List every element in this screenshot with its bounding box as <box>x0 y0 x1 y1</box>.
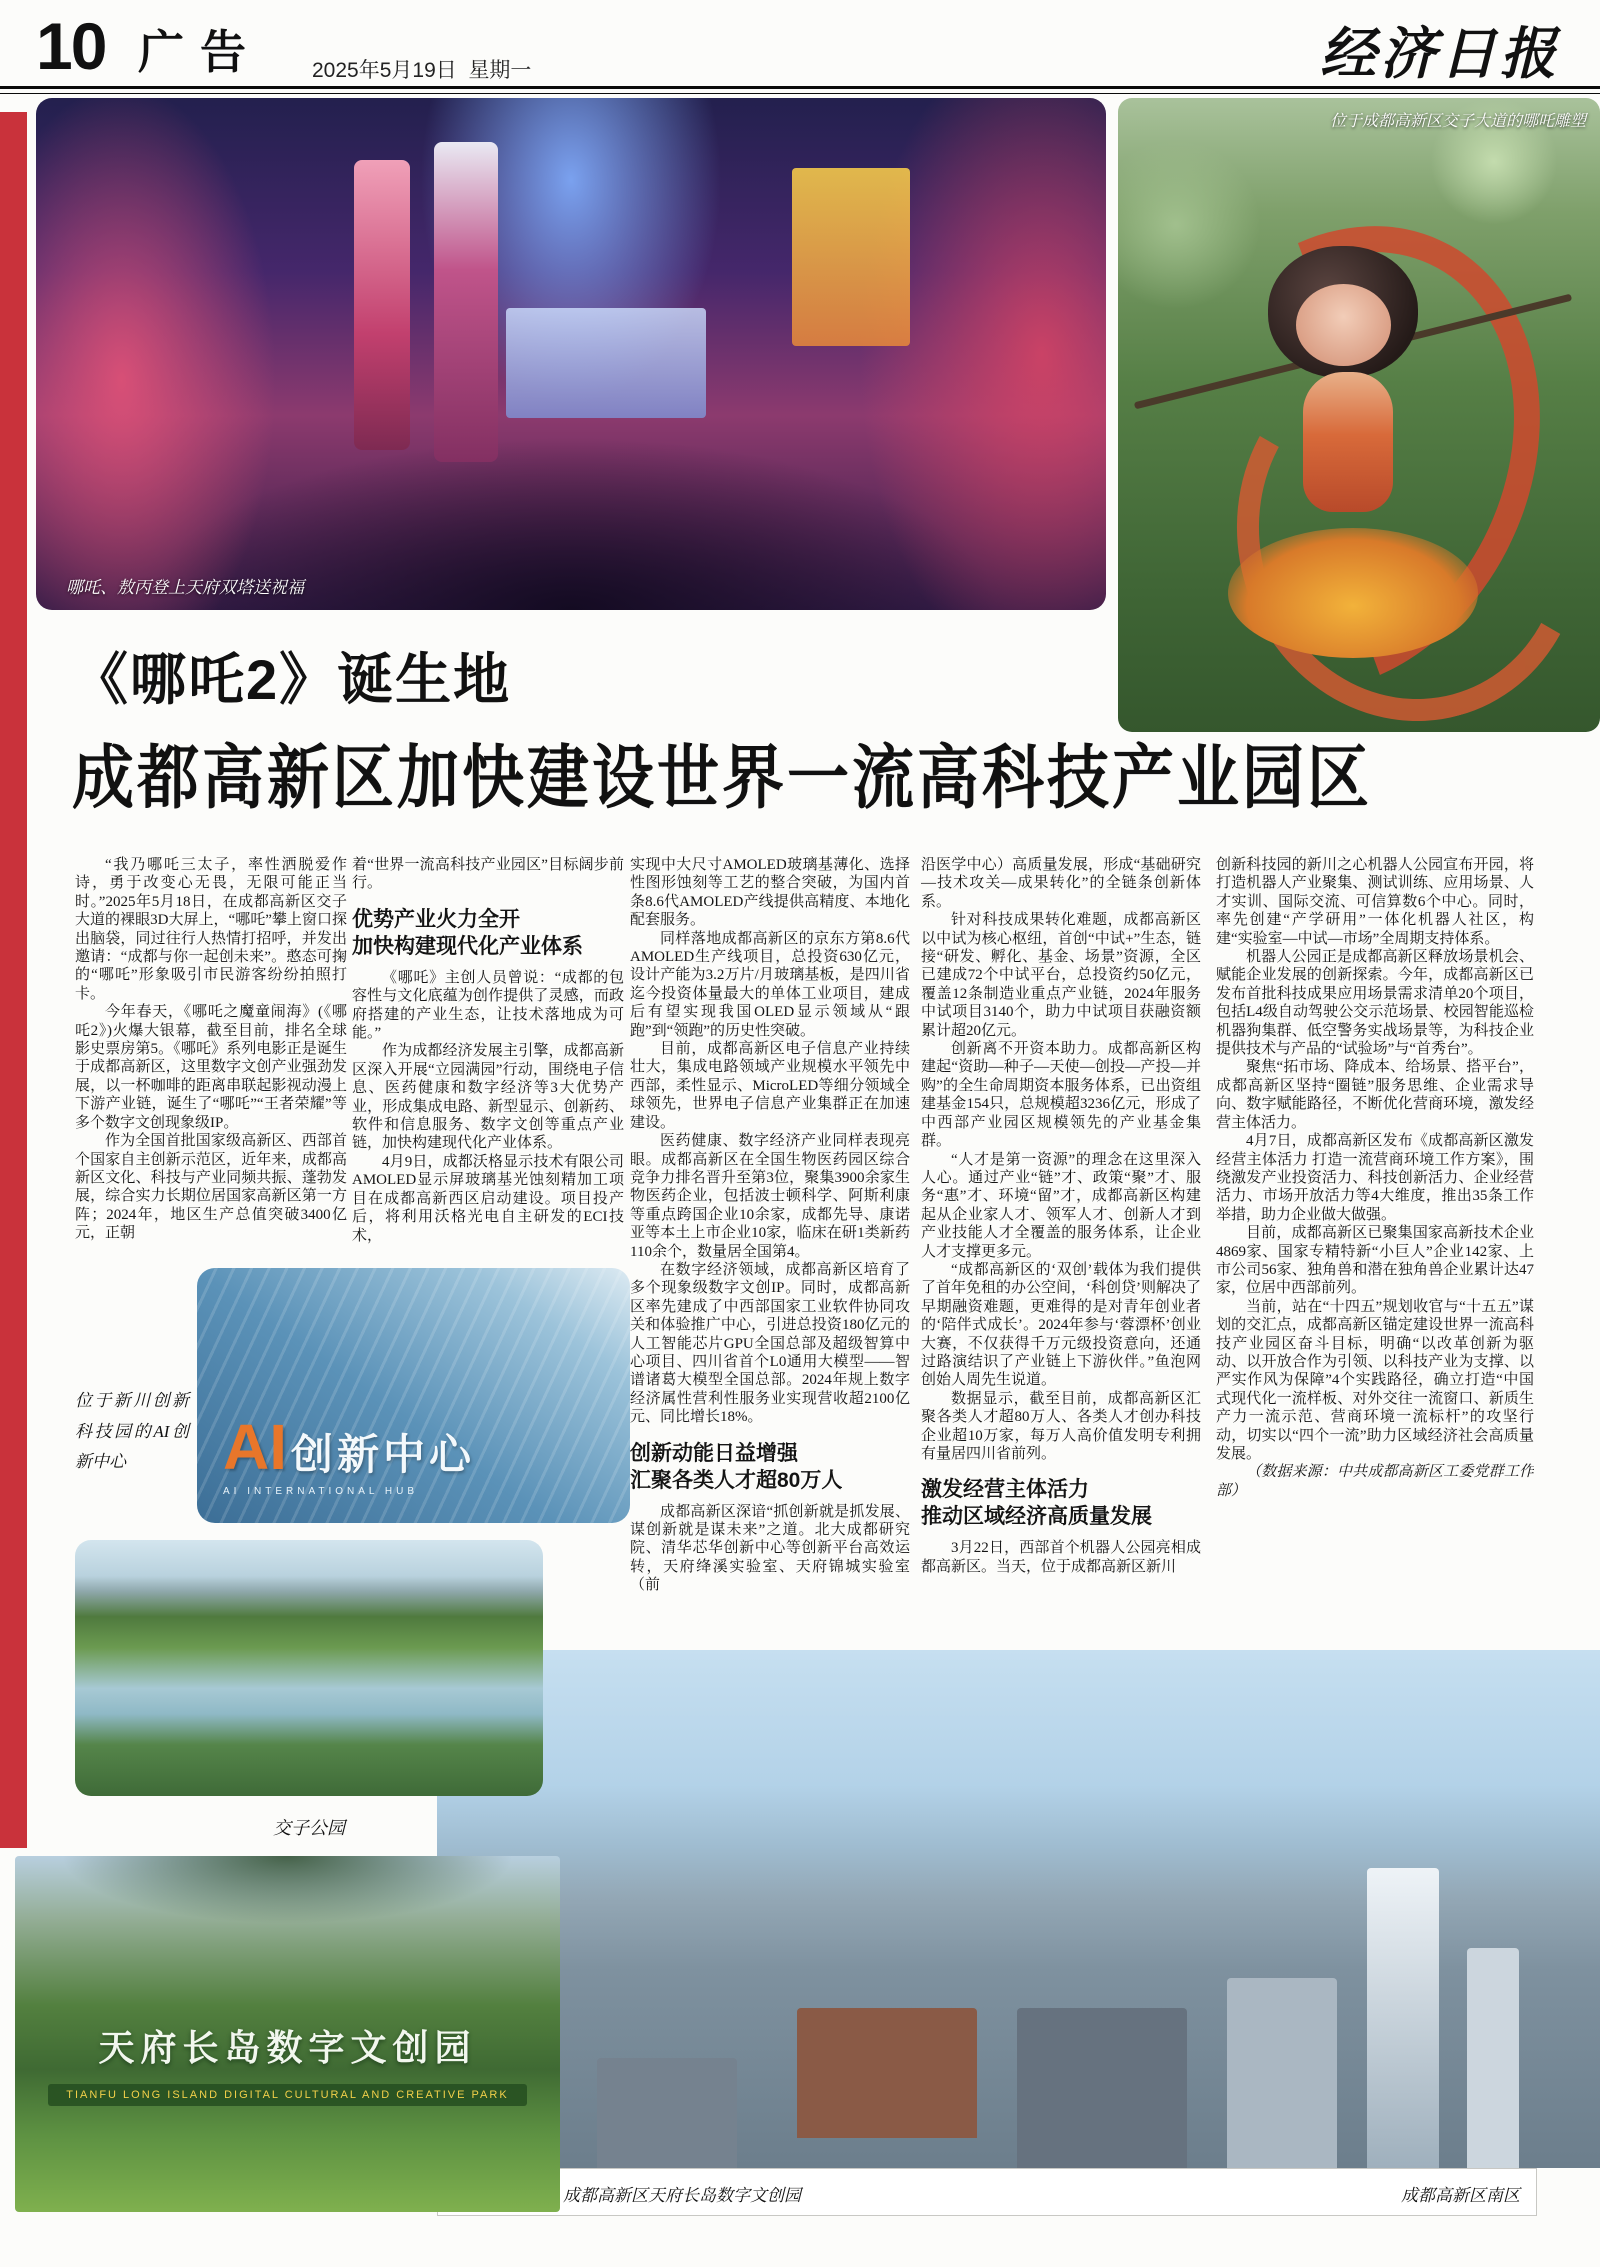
paragraph: 针对科技成果转化难题，成都高新区以中试为核心枢纽，首创“中试+”生态，链接“研发、孵化、基金、场景”资源，全区已建成72个中试平台，总投资约50亿元，覆盖12条制造业重点产业链，2024年服务中试项目3140个，助力中试项目获融资额累计超20亿元。 <box>921 912 1201 1039</box>
paragraph: 4月9日，成都沃格显示技术有限公司AMOLED显示屏玻璃基光蚀刻精加工项目在成都高新西区启动建设。项目投产后，将利用沃格光电自主研发的ECI技术， <box>352 1153 624 1244</box>
article-column-1 <box>75 856 347 1258</box>
paragraph: “成都高新区的‘双创’载体为我们提供了首年免租的办公空间，‘科创贷’则解决了早期融资难题，更难得的是对青年创业者的‘陪伴式成长’。2024年参与‘蓉漂杯’创业大赛，不仅获得千万元级投资意向，还通过路演结识了产业链上下游伙伴。”鱼泡网创始人周先生说道。 <box>921 1261 1201 1389</box>
article-column-3 <box>630 856 910 1646</box>
header-rule-thick <box>0 86 1600 89</box>
ai-hub-sign <box>223 1411 476 1497</box>
weekday-text: 星期一 <box>468 59 532 82</box>
issue-date <box>312 54 531 84</box>
paragraph: 3月22日，西部首个机器人公园亮相成都高新区。当天，位于成都高新区新川 <box>921 1540 1201 1575</box>
article-column-4 <box>921 856 1201 1646</box>
lit-tower-shape <box>434 142 498 462</box>
tower-shape <box>1467 1948 1519 2168</box>
paragraph: 实现中大尺寸AMOLED玻璃基薄化、选择性图形蚀刻等工艺的整合突破，为国内首条8.6代AMOLED产线提供高精度、本地化配套服务。 <box>630 857 910 929</box>
subheading-line: 推动区域经济高质量发展 <box>921 1505 1152 1529</box>
paragraph: 成都高新区深谙“抓创新就是抓发展、谋创新就是谋未来”之道。北大成都研究院、清华芯华创新中心等创新平台高效运转，天府绛溪实验室、天府锦城实验室（前 <box>630 1503 910 1594</box>
subheading-line: 加快构建现代化产业体系 <box>352 934 583 958</box>
paragraph: 《哪吒》主创人员曾说：“成都的包容性与文化底蕴为创作提供了灵感，而政府搭建的产业生态，让技术落地成为可能。” <box>352 969 624 1042</box>
building-shape <box>597 2058 737 2168</box>
paragraph: 作为成都经济发展主引擎，成都高新区深入开展“立园满园”行动，围绕电子信息、医药健康和数字经济等3大优势产业，形成集成电路、新型显示、创新药、软件和信息服务、数字文创等重点产业链，加快构建现代化产业体系。 <box>352 1043 624 1152</box>
stage-shape <box>506 308 706 418</box>
night-photo-caption: 哪吒、敖丙登上天府双塔送祝福 <box>66 578 304 597</box>
section-title: 广告 <box>138 26 262 78</box>
subheading-line: 优势产业火力全开 <box>352 907 520 931</box>
paragraph: 当前，站在“十四五”规划收官与“十五五”谋划的交汇点，成都高新区锚定建设世界一流高科技产业园区奋斗目标，明确“以改革创新为驱动、以开放合作为引领、以科技产业为支撑、以严实作风为保障”4个实践路径，确立打造“中国式现代化一流样板、对外交往一流窗口、新质生产力一流示范、营商环境一流标杆”的攻坚行动，切实以“四个一流”助力区域经济社会高质量发展。 <box>1216 1298 1534 1462</box>
subheading-line: 创新动能日益增强 <box>630 1441 798 1465</box>
page-number: 10 <box>36 9 106 83</box>
long-island-caption: 成都高新区天府长岛数字文创园 <box>563 2186 801 2205</box>
paragraph: “我乃哪吒三太子，率性洒脱爱作诗，勇于改变心无畏，无限可能正当时。”2025年5月18日，在成都高新区交子大道的裸眼3D大屏上，“哪吒”攀上窗口探出脑袋，同过往行人热情打招呼，并发出邀请：“成都与你一起创未来”。憨态可掬的“哪吒”形象吸引市民游客纷纷拍照打卡。 <box>75 857 347 1002</box>
jiaozi-park-photo <box>75 1540 543 1796</box>
jiaozi-park-caption: 交子公园 <box>273 1818 345 1838</box>
park-gate-sign-cn: 天府长岛数字文创园 <box>98 2026 477 2068</box>
statue-photo-caption: 位于成都高新区交子大道的哪吒雕塑 <box>1329 113 1586 130</box>
paragraph: 沿医学中心）高质量发展，形成“基础研究—技术攻关—成果转化”的全链条创新体系。 <box>921 857 1201 910</box>
paragraph: 目前，成都高新区已聚集国家高新技术企业4869家、国家专精特新“小巨人”企业142家、上市公司56家、独角兽和潜在独角兽企业累计达47家，位居中西部前列。 <box>1216 1225 1534 1297</box>
ai-hub-sign-en: AI INTERNATIONAL HUB <box>223 1486 419 1497</box>
lit-tower-shape <box>354 160 410 450</box>
subheading-line: 激发经营主体活力 <box>921 1478 1089 1502</box>
building-shape <box>1017 2008 1187 2168</box>
stage-screen-shape <box>792 168 910 346</box>
paragraph: 聚焦“拓市场、降成本、给场景、搭平台”，成都高新区坚持“圈链”服务思维、企业需求导向、数字赋能路径，不断优化营商环境，激发经营主体活力。 <box>1216 1059 1534 1131</box>
statue-body-shape <box>1303 372 1393 512</box>
date-text: 2025年5月19日 <box>312 59 457 82</box>
headline-main-title: 成都高新区加快建设世界一流高科技产业园区 <box>72 739 1373 818</box>
headline-kicker: 《哪吒2》诞生地 <box>72 648 512 711</box>
paragraph: 4月7日，成都高新区发布《成都高新区激发经营主体活力 打造一流营商环境工作方案》，围绕激发产业投资活力、科技创新活力、企业经营活力、市场开放活力等4大维度，推出35条工作举措，助力企业做大做强。 <box>1216 1133 1534 1223</box>
nezha-statue-photo <box>1118 98 1600 732</box>
paragraph: 今年春天，《哪吒之魔童闹海》(《哪吒2》)火爆大银幕，截至目前，排名全球影史票房第5。《哪吒》系列电影正是诞生于成都高新区，这里数字文创产业强劲发展，以一杯咖啡的距离串联起影视动漫上下游产业链，诞生了“哪吒”“王者荣耀”等多个数字文创现象级IP。 <box>75 1004 347 1131</box>
ai-hub-sign-cn: 创新中心 <box>291 1431 476 1478</box>
park-gate-sign-en: TIANFU LONG ISLAND DIGITAL CULTURAL AND CREATIVE PARK <box>48 2084 528 2106</box>
subheading-line: 汇聚各类人才超80万人 <box>630 1468 843 1492</box>
night-scene-photo <box>36 98 1106 610</box>
aerial-photo-caption: 成都高新区南区 <box>1401 2186 1520 2205</box>
statue-flame-shape <box>1228 528 1478 658</box>
tower-shape <box>1367 1868 1439 2168</box>
header-rule-thin <box>0 93 1600 94</box>
building-shape <box>1227 1978 1337 2168</box>
data-source-note: （数据来源：中共成都高新区工委党群工作部） <box>1216 1464 1534 1499</box>
ai-letters-sculpture: AI <box>223 1411 287 1483</box>
paragraph: 医药健康、数字经济产业同样表现亮眼。成都高新区在全国生物医药园区综合竞争力排名晋升至第3位，聚集3900余家生物医药企业，包括波士顿科学、阿斯利康等重点跨国企业10余家，成都先导、康诺亚等本土上市企业10家，临床在研1类新药110余个，数量居全国第4。 <box>630 1133 910 1260</box>
paragraph: “人才是第一资源”的理念在这里深入人心。通过产业“链”才、政策“聚”才、服务“惠”才、环境“留”才，成都高新区构建起从企业家人才、领军人才、创新人才到产业技能人才全覆盖的服务体系，让企业人才支撑更多元。 <box>921 1151 1201 1260</box>
subheading <box>352 906 624 960</box>
masthead-logo: 经济日报 <box>1320 24 1560 86</box>
paragraph: 着“世界一流高科技产业园区”目标阔步前行。 <box>352 857 624 892</box>
subheading <box>630 1440 910 1494</box>
bottom-caption-bar <box>437 2168 1537 2216</box>
building-shape <box>797 2008 977 2138</box>
long-island-park-photo <box>15 1856 560 2212</box>
article-column-2 <box>352 856 624 1266</box>
paragraph: 在数字经济领域，成都高新区培育了多个现象级数字文创IP。同时，成都高新区率先建成了中西部国家工业软件协同攻关和体验推广中心，引进总投资180亿元的人工智能芯片GPU全国总部及超级智算中心项目、四川省首个L0通用大模型——智谱诸葛大模型全国总部。2024年规上数字经济属性营利性服务业实现营收超2100亿元、同比增长18%。 <box>630 1261 910 1426</box>
article-column-5 <box>1216 856 1534 1648</box>
south-district-aerial-photo <box>437 1650 1600 2168</box>
paragraph: 同样落地成都高新区的京东方第8.6代AMOLED生产线项目，总投资630亿元，设计产能为3.2万片/月玻璃基板，是四川省迄今投资体量最大的单体工业项目，建成后有望实现我国OLED显示领域从“跟跑”到“领跑”的历史性突破。 <box>630 930 910 1039</box>
paragraph: 数据显示，截至目前，成都高新区汇聚各类人才超80万人、各类人才创办科技企业超10万家，每万人高价值发明专利拥有量居四川省前列。 <box>921 1390 1201 1462</box>
paragraph: 机器人公园正是成都高新区释放场景机会、赋能企业发展的创新探索。今年，成都高新区已发布首批科技成果应用场景需求清单20个项目，包括L4级自动驾驶公交示范场景、校园智能巡检机器狗集群、低空警务实战场景等，为科技企业提供技术与产品的“试验场”与“首秀台”。 <box>1216 949 1534 1058</box>
ai-hub-photo <box>197 1268 630 1523</box>
paragraph: 创新科技园的新川之心机器人公园宣布开园，将打造机器人产业聚集、测试训练、应用场景、人才实训、国际交流、可信算数6个中心。同时，率先创建“产学研用”一体化机器人社区，构建“实验室—中试—市场”全周期支持体系。 <box>1216 857 1534 947</box>
statue-face-shape <box>1296 284 1391 366</box>
paragraph: 目前，成都高新区电子信息产业持续壮大，集成电路领域产业规模水平领先中西部，柔性显示、MicroLED等细分领域全球领先，世界电子信息产业集群正在加速建设。 <box>630 1041 910 1131</box>
subheading <box>921 1476 1201 1530</box>
paragraph: 创新离不开资本助力。成都高新区构建起“资助—种子—天使—创投—产投—并购”的全生命周期资本服务体系，已出资组建基金154只，总规模超3236亿元，形成了中西部产业园区规模领先的产业基金集群。 <box>921 1041 1201 1150</box>
paragraph: 作为全国首批国家级高新区、西部首个国家自主创新示范区，近年来，成都高新区文化、科技与产业同频共振、蓬勃发展，综合实力长期位居国家高新区第一方阵；2024年，地区生产总值突破3400亿元，正朝 <box>75 1133 347 1242</box>
left-red-bar <box>0 112 27 1848</box>
ai-photo-caption: 位于新川创新科技园的AI创新中心 <box>75 1391 189 1472</box>
